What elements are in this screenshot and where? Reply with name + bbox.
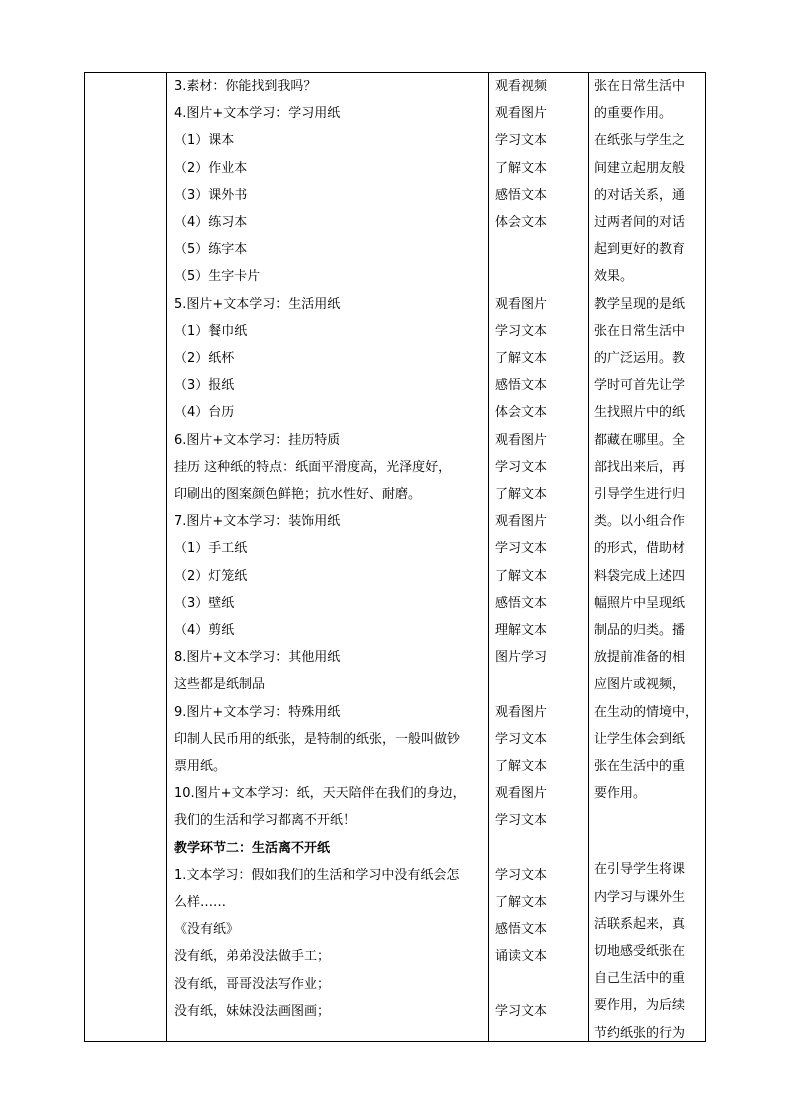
content-line: （2）灯笼纸 (174, 568, 248, 584)
content-line: （5）生字卡片 (174, 269, 261, 285)
content-line: 10.图片+文本学习：纸，天天陪伴在我们的身边， (174, 786, 466, 802)
design-line: 部找出来后，再 (594, 459, 686, 475)
design-line: 幅照片中呈现纸 (594, 595, 686, 611)
activity-line: 诵读文本 (495, 949, 548, 965)
activity-line: 图片学习 (495, 650, 548, 666)
activity-line: 感悟文本 (495, 595, 548, 611)
design-line: 间建立起朋友般 (594, 160, 686, 176)
content-line: （3）课外书 (174, 187, 248, 203)
activity-line: 了解文本 (495, 487, 548, 502)
design-line: 引导学生进行归 (594, 487, 686, 502)
design-line: 料袋完成上述四 (594, 568, 686, 584)
activity-line: 感悟文本 (495, 378, 548, 394)
content-line: 么样…… (174, 895, 227, 910)
activity-line: 感悟文本 (495, 922, 548, 938)
design-line: 的重要作用。 (594, 106, 673, 122)
content-line: （3）报纸 (174, 378, 235, 394)
design-line: 的形式，借助材 (594, 541, 686, 557)
design-line: 要作用，为后续 (594, 998, 686, 1014)
design-line: 效果。 (594, 269, 634, 285)
design-line: 的对话关系，通 (594, 187, 686, 203)
activity-line: 学习文本 (495, 1003, 548, 1019)
design-line: 活联系起来，真 (594, 916, 686, 932)
activity-line: 体会文本 (495, 405, 548, 421)
design-line: 张在日常生活中 (594, 79, 686, 94)
content-line: （1）手工纸 (174, 541, 248, 557)
content-line: 1.文本学习：假如我们的生活和学习中没有纸会怎 (174, 867, 460, 883)
activity-line: 了解文本 (495, 895, 548, 910)
design-line: 内学习与课外生 (594, 889, 686, 905)
activity-line: 了解文本 (495, 160, 548, 176)
activity-line: 学习文本 (495, 867, 548, 883)
content-line: （5）练字本 (174, 242, 248, 258)
content-line: （2）作业本 (174, 160, 248, 176)
content-line: 没有纸，弟弟没法做手工； (174, 949, 331, 965)
activity-line: 观看图片 (495, 432, 548, 448)
content-line: 教学环节二：生活离不开纸 (174, 840, 331, 856)
content-line: 3.素材：你能找到我吗？ (174, 79, 317, 94)
lesson-plan-table (84, 72, 706, 1042)
content-line: （4）台历 (174, 405, 235, 421)
activity-line: 学习文本 (495, 731, 548, 747)
activity-line: 观看图片 (495, 296, 548, 312)
design-line: 节约纸张的行为 (594, 1025, 686, 1041)
design-line: 放提前准备的相 (594, 650, 686, 666)
design-line: 的广泛运用。教 (594, 351, 686, 366)
activity-line: 观看视频 (495, 79, 548, 94)
design-line: 学时可首先让学 (594, 378, 686, 394)
content-line: 7.图片+文本学习：装饰用纸 (174, 514, 341, 530)
design-line: 制品的归类。播 (594, 623, 686, 638)
content-line: 8.图片+文本学习：其他用纸 (174, 650, 341, 666)
activity-line: 学习文本 (495, 813, 548, 829)
design-line: 张在日常生活中 (594, 323, 686, 339)
content-line: 印制人民币用的纸张，是特制的纸张，一般叫做钞 (174, 731, 461, 747)
activity-line: 观看图片 (495, 704, 548, 720)
design-line: 要作用。 (594, 786, 647, 802)
content-line: 挂历 这种纸的特点：纸面平滑度高，光泽度好， (174, 459, 452, 475)
content-line: 《没有纸》 (174, 922, 240, 938)
design-line: 类。以小组合作 (594, 514, 686, 530)
activity-line: 了解文本 (495, 759, 548, 774)
content-line: 我们的生活和学习都离不开纸！ (174, 813, 357, 829)
activity-line: 学习文本 (495, 541, 548, 557)
column-divider (166, 73, 167, 1041)
column-divider (588, 73, 589, 1041)
content-line: （4）剪纸 (174, 623, 235, 638)
design-line: 都藏在哪里。全 (594, 432, 686, 448)
design-line: 在生动的情境中， (594, 704, 699, 720)
design-line: 让学生体会到纸 (594, 731, 686, 747)
content-line: 印刷出的图案颜色鲜艳；抗水性好、耐磨。 (174, 487, 422, 502)
activity-line: 观看图片 (495, 106, 548, 122)
design-line: 切地感受纸张在 (594, 943, 686, 959)
activity-line: 了解文本 (495, 351, 548, 366)
content-line: （1）课本 (174, 133, 235, 149)
design-line: 教学呈现的是纸 (594, 296, 686, 312)
activity-line: 学习文本 (495, 459, 548, 475)
column-divider (488, 73, 489, 1041)
activity-line: 了解文本 (495, 568, 548, 584)
content-line: 6.图片+文本学习：挂历特质 (174, 432, 341, 448)
content-line: （3）壁纸 (174, 595, 235, 611)
design-line: 应图片或视频， (594, 677, 686, 693)
content-line: 4.图片+文本学习：学习用纸 (174, 106, 341, 122)
content-line: 没有纸，哥哥没法写作业； (174, 976, 331, 992)
content-line: 没有纸，妹妹没法画图画； (174, 1003, 331, 1019)
design-line: 起到更好的教育 (594, 242, 686, 258)
content-line: （1）餐巾纸 (174, 323, 248, 339)
content-line: 这些都是纸制品 (174, 677, 266, 693)
design-line: 张在生活中的重 (594, 759, 686, 774)
activity-line: 观看图片 (495, 786, 548, 802)
design-line: 过两者间的对话 (594, 215, 686, 230)
activity-line: 体会文本 (495, 215, 548, 230)
activity-line: 感悟文本 (495, 187, 548, 203)
activity-line: 学习文本 (495, 133, 548, 149)
activity-line: 学习文本 (495, 323, 548, 339)
design-line: 在引导学生将课 (594, 862, 686, 878)
content-line: 票用纸。 (174, 759, 227, 774)
activity-line: 观看图片 (495, 514, 548, 530)
design-line: 生找照片中的纸 (594, 405, 686, 421)
content-line: （4）练习本 (174, 215, 248, 230)
content-line: 5.图片+文本学习：生活用纸 (174, 296, 341, 312)
design-line: 自己生活中的重 (594, 971, 686, 987)
content-line: 9.图片+文本学习：特殊用纸 (174, 704, 341, 720)
activity-line: 理解文本 (495, 623, 548, 638)
design-line: 在纸张与学生之 (594, 133, 686, 149)
content-line: （2）纸杯 (174, 351, 235, 366)
